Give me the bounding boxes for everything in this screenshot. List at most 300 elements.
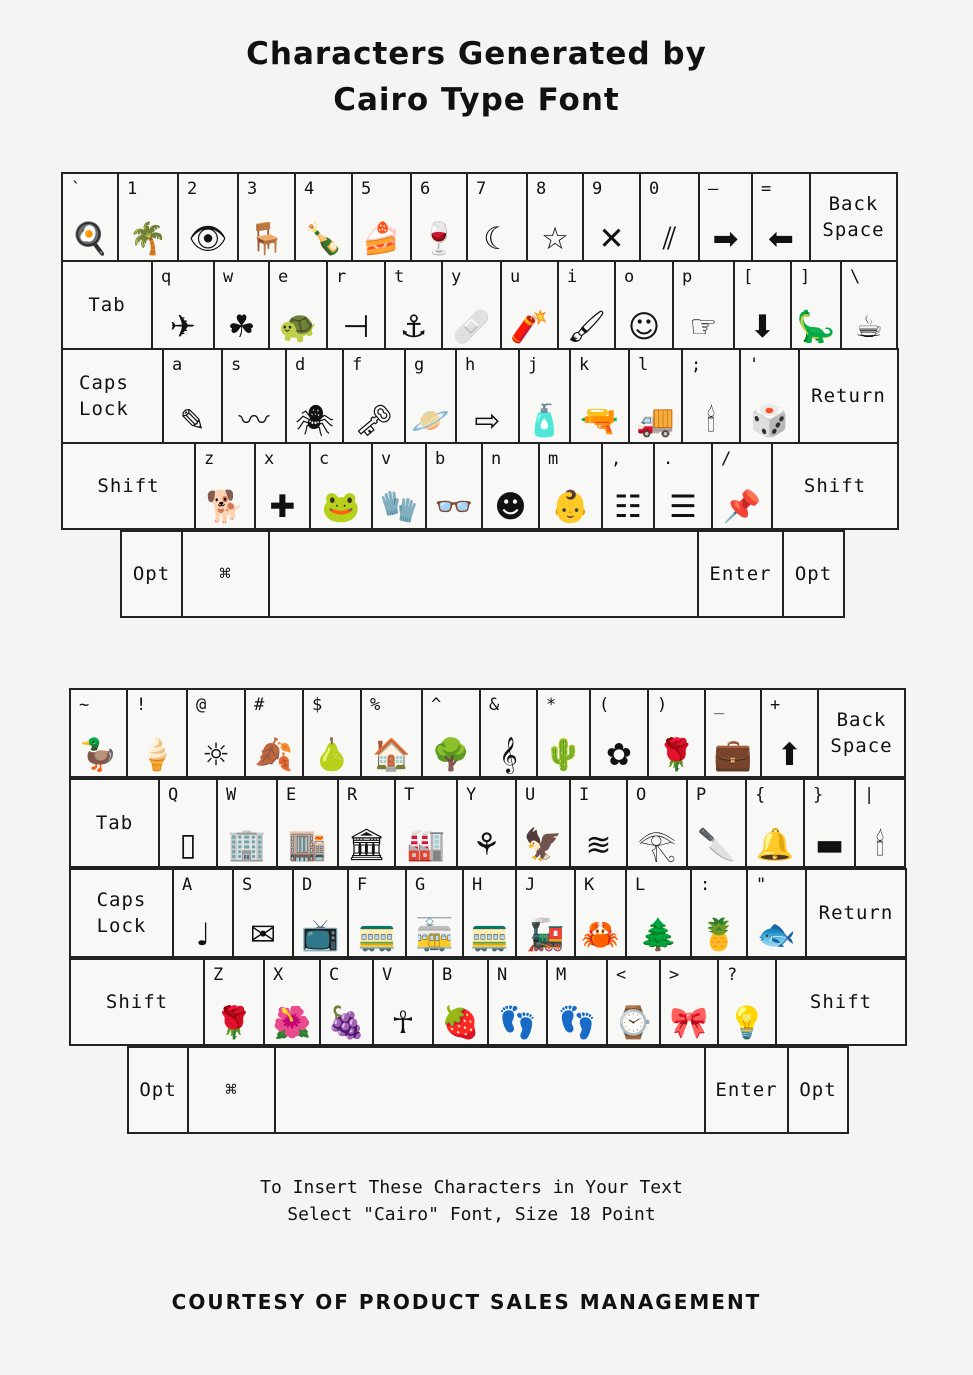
- key-character-label: +: [770, 695, 781, 715]
- key-label: Opt: [139, 1079, 177, 1101]
- cactus-icon: 🌵: [544, 737, 583, 773]
- key-label: Opt: [794, 563, 833, 585]
- key-character-label: O: [636, 785, 647, 805]
- waves-icon: ≋: [585, 827, 612, 863]
- shamrock-icon: ☘: [227, 309, 256, 345]
- key-character-label: e: [278, 267, 289, 287]
- key-character-label: N: [497, 965, 508, 985]
- key-character-label: X: [273, 965, 284, 985]
- key-character-label: !: [136, 695, 147, 715]
- key-character-label: ?: [727, 965, 738, 985]
- knife-icon: 🔪: [697, 827, 736, 863]
- arrow-outline-right-icon: ⇨: [474, 403, 501, 439]
- dice-icon: 🎲: [750, 403, 789, 439]
- key-character-label: –: [708, 179, 719, 199]
- wristwatch-icon: ⌚: [614, 1005, 653, 1041]
- flower-small-icon: ✿: [606, 737, 632, 773]
- mitten-icon: 🧤: [379, 489, 419, 525]
- spray-can-icon: 🧴: [525, 403, 564, 439]
- star-icon: ☆: [541, 221, 569, 257]
- key-character-label: g: [414, 355, 425, 375]
- key-tower[interactable]: [158, 778, 218, 868]
- key-caps-lock[interactable]: [61, 348, 164, 444]
- key-command[interactable]: [187, 1046, 276, 1134]
- light-bulb-icon: 💡: [727, 1005, 767, 1041]
- instructions-line-2: Select "Cairo" Font, Size 18 Point: [287, 1204, 656, 1225]
- key-character-label: 3: [247, 179, 258, 199]
- key-locomotive[interactable]: [515, 868, 576, 958]
- treble-clef-icon: 𝄞: [499, 737, 518, 773]
- dog-icon: 🐕: [205, 489, 245, 525]
- key-fish[interactable]: [746, 868, 807, 958]
- key-tree[interactable]: [421, 688, 481, 778]
- page-title-line-2: Cairo Type Font: [333, 82, 620, 118]
- key-caps-lock[interactable]: [69, 868, 174, 958]
- key-label: Caps: [96, 889, 147, 911]
- key-dice[interactable]: [739, 348, 800, 444]
- key-envelope[interactable]: [232, 868, 294, 958]
- key-character-label: m: [548, 449, 559, 469]
- flatcar-icon: 🚃: [357, 917, 397, 953]
- key-shift[interactable]: [69, 958, 205, 1046]
- key-character-label: P: [696, 785, 707, 805]
- bell-icon: 🔔: [755, 827, 795, 863]
- locomotive-icon: 🚂: [526, 917, 565, 953]
- suitcase-icon: 💼: [713, 737, 753, 773]
- key-chevrons[interactable]: [582, 172, 641, 262]
- key-spray-can[interactable]: [518, 348, 571, 444]
- key-character-label: H: [472, 875, 483, 895]
- key-label: Caps: [79, 372, 129, 394]
- key-pencil-line[interactable]: [639, 172, 700, 262]
- key-icon: 🗝: [354, 403, 394, 439]
- key-bow[interactable]: [659, 958, 719, 1046]
- key-rose-stem[interactable]: [203, 958, 265, 1046]
- pear-icon: 🍐: [312, 737, 352, 773]
- key-label: Space: [830, 735, 893, 757]
- key-return[interactable]: [798, 348, 899, 444]
- key-waves[interactable]: [569, 778, 628, 868]
- key-character-label: &: [489, 695, 500, 715]
- key-character-label: 1: [127, 179, 138, 199]
- tree-icon: 🌳: [431, 737, 471, 773]
- key-treble-clef[interactable]: [479, 688, 538, 778]
- key-arrow-left[interactable]: [751, 172, 811, 262]
- key-baby-face[interactable]: [538, 442, 603, 530]
- key-label: Shift: [803, 475, 867, 497]
- envelope-icon: ✉: [250, 917, 276, 953]
- key-rose[interactable]: [647, 688, 706, 778]
- key-cake-slice[interactable]: [351, 172, 412, 262]
- key-battery[interactable]: [326, 260, 386, 350]
- rifle-icon: ▬: [814, 827, 845, 863]
- spider-icon: 🕷: [294, 403, 335, 439]
- key-character-label: \: [850, 267, 861, 287]
- key-eye-of-horus[interactable]: [626, 778, 688, 868]
- key-character-label: 4: [304, 179, 315, 199]
- key-label: Shift: [97, 475, 160, 497]
- key-character-label: u: [510, 267, 521, 287]
- key-label: ⌘: [225, 1079, 238, 1101]
- key-mitten[interactable]: [371, 442, 427, 530]
- flower-icon: ⚘: [472, 827, 501, 863]
- key-character-label: #: [254, 695, 265, 715]
- key-label: Lock: [79, 398, 129, 420]
- glasses-icon: 👓: [434, 489, 474, 525]
- fried-egg-icon: 🍳: [70, 221, 110, 257]
- key-character-label: S: [242, 875, 253, 895]
- key-character-label: E: [286, 785, 297, 805]
- key-shift[interactable]: [61, 442, 196, 530]
- key-character-label: >: [669, 965, 680, 985]
- key-character-label: i: [567, 267, 578, 287]
- key-character-label: l: [638, 355, 649, 375]
- key-spider[interactable]: [285, 348, 344, 444]
- battery-icon: ⊣: [342, 309, 370, 345]
- ice-cream-icon: 🍦: [137, 737, 177, 773]
- key-label: Space: [822, 219, 885, 241]
- key-match[interactable]: [854, 778, 906, 868]
- key-character-label: c: [319, 449, 330, 469]
- key-cross[interactable]: [254, 442, 311, 530]
- key-shift[interactable]: [775, 958, 907, 1046]
- building-icon: 🏢: [227, 827, 267, 863]
- key-label: Return: [811, 385, 886, 407]
- key-character-label: d: [295, 355, 306, 375]
- key-character-label: ~: [79, 695, 90, 715]
- pistol-icon: 🔫: [580, 403, 619, 439]
- key-footprints[interactable]: [487, 958, 548, 1046]
- key-crescent-moon[interactable]: [466, 172, 528, 262]
- footprints-icon: 👣: [498, 1005, 537, 1041]
- key-suitcase[interactable]: [704, 688, 762, 778]
- frog-icon: 🐸: [321, 489, 361, 525]
- pencil-line-icon: ⫽: [662, 221, 677, 257]
- key-opt[interactable]: [782, 530, 845, 618]
- key-character-label: I: [579, 785, 590, 805]
- key-pineapple[interactable]: [690, 868, 748, 958]
- key-dog[interactable]: [194, 442, 256, 530]
- key-character-label: U: [525, 785, 536, 805]
- key-zigzag[interactable]: [221, 348, 287, 444]
- key-character-label: %: [370, 695, 381, 715]
- key-pistol[interactable]: [569, 348, 630, 444]
- key-dinosaur[interactable]: [790, 260, 842, 350]
- music-note-icon: ♩: [195, 917, 211, 953]
- key-label: Shift: [809, 991, 873, 1013]
- key-character-label: C: [329, 965, 340, 985]
- key-character-label: A: [182, 875, 193, 895]
- lines-icon: ☰: [669, 489, 697, 525]
- arrow-down-icon: ⬇: [749, 309, 776, 345]
- key-knife[interactable]: [686, 778, 747, 868]
- key-character-label: K: [584, 875, 595, 895]
- key-palm-tree[interactable]: [117, 172, 179, 262]
- key-character-label: $: [312, 695, 323, 715]
- key-push-pin[interactable]: [711, 442, 773, 530]
- key-character-label: 0: [649, 179, 660, 199]
- key-character-label: {: [755, 785, 766, 805]
- key-wristwatch[interactable]: [606, 958, 661, 1046]
- key-sun[interactable]: [186, 688, 246, 778]
- key-bottle[interactable]: [294, 172, 353, 262]
- key-character-label: f: [352, 355, 363, 375]
- house-icon: 🏠: [372, 737, 411, 773]
- key-glasses[interactable]: [425, 442, 483, 530]
- firecracker-icon: 🧨: [510, 309, 549, 345]
- key-label: Back: [828, 193, 879, 215]
- key-opt[interactable]: [787, 1046, 849, 1134]
- candles-icon: 🕯: [706, 403, 716, 439]
- crab-icon: 🦀: [581, 917, 620, 953]
- key-abacus[interactable]: [601, 442, 655, 530]
- pointing-hand-icon: ☞: [689, 309, 718, 345]
- key-shift[interactable]: [771, 442, 899, 530]
- key-flower-small[interactable]: [589, 688, 649, 778]
- key-bird[interactable]: [515, 778, 571, 868]
- key-bell[interactable]: [745, 778, 805, 868]
- key-spacebar[interactable]: [274, 1046, 706, 1134]
- face-profile-icon: ☺: [627, 309, 661, 345]
- key-strawberry[interactable]: [432, 958, 489, 1046]
- key-character-label: :: [700, 875, 711, 895]
- key-crab[interactable]: [574, 868, 627, 958]
- key-character-label: T: [404, 785, 415, 805]
- key-enter[interactable]: [704, 1046, 789, 1134]
- rose-stem-icon: 🌹: [214, 1005, 254, 1041]
- key-back-space[interactable]: [809, 172, 898, 262]
- strawberry-icon: 🍓: [441, 1005, 480, 1041]
- key-chair[interactable]: [237, 172, 296, 262]
- arrow-left-icon: ⬅: [768, 221, 794, 257]
- key-light-bulb[interactable]: [717, 958, 777, 1046]
- key-tab[interactable]: [69, 778, 160, 868]
- flowers-icon: 🌺: [272, 1005, 312, 1041]
- key-character-label: n: [491, 449, 502, 469]
- key-character-label: ': [749, 355, 760, 375]
- key-arrow-up[interactable]: [760, 688, 819, 778]
- key-pear[interactable]: [302, 688, 362, 778]
- key-leaf[interactable]: [244, 688, 304, 778]
- key-shamrock[interactable]: [213, 260, 270, 350]
- key-character-label: G: [415, 875, 426, 895]
- key-character-label: `: [71, 179, 82, 199]
- key-firecracker[interactable]: [500, 260, 559, 350]
- key-character-label: p: [682, 267, 693, 287]
- key-character-label: V: [382, 965, 393, 985]
- key-character-label: =: [761, 179, 772, 199]
- key-arrow-down[interactable]: [733, 260, 792, 350]
- key-spacebar[interactable]: [268, 530, 699, 618]
- key-arrow-outline-right[interactable]: [455, 348, 520, 444]
- key-character-label: D: [302, 875, 313, 895]
- key-character-label: j: [528, 355, 539, 375]
- key-ankh[interactable]: [372, 958, 434, 1046]
- leaf-icon: 🍂: [254, 737, 294, 773]
- cross-icon: ✚: [269, 489, 296, 525]
- paint-brush-icon: 🖌: [566, 309, 607, 345]
- key-character-label: o: [624, 267, 635, 287]
- sun-icon: ☼: [202, 737, 230, 773]
- key-skyscraper[interactable]: [337, 778, 396, 868]
- key-character-label: ;: [691, 355, 702, 375]
- ankh-icon: ☥: [391, 1005, 415, 1041]
- key-back-space[interactable]: [817, 688, 906, 778]
- key-key[interactable]: [342, 348, 406, 444]
- key-grapes[interactable]: [319, 958, 374, 1046]
- truck-icon: 🚚: [636, 403, 675, 439]
- key-character-label: F: [357, 875, 368, 895]
- key-airplane[interactable]: [151, 260, 215, 350]
- key-building[interactable]: [216, 778, 278, 868]
- key-wine-glass[interactable]: [410, 172, 468, 262]
- key-character-label: /: [721, 449, 732, 469]
- key-flowers[interactable]: [263, 958, 321, 1046]
- key-character-label: M: [556, 965, 567, 985]
- key-factory[interactable]: [394, 778, 458, 868]
- cake-slice-icon: 🍰: [362, 221, 401, 257]
- key-bandage[interactable]: [441, 260, 502, 350]
- key-flower[interactable]: [456, 778, 517, 868]
- key-character-label: 8: [536, 179, 547, 199]
- pencil-icon: ✎: [179, 403, 206, 439]
- key-character-label: J: [525, 875, 536, 895]
- chair-icon: 🪑: [247, 221, 286, 257]
- push-pin-icon: 📌: [722, 489, 762, 525]
- key-character-label: ]: [800, 267, 811, 287]
- key-planet[interactable]: [404, 348, 457, 444]
- turtle-icon: 🐢: [278, 309, 318, 345]
- key-flatcar[interactable]: [347, 868, 407, 958]
- key-arrow-right[interactable]: [698, 172, 753, 262]
- key-character-label: Q: [168, 785, 179, 805]
- key-tab[interactable]: [61, 260, 153, 350]
- key-face-profile[interactable]: [614, 260, 674, 350]
- key-pine-tree[interactable]: [625, 868, 692, 958]
- palm-tree-icon: 🌴: [128, 221, 168, 257]
- key-character-label: |: [864, 785, 875, 805]
- key-coffee-cup[interactable]: [840, 260, 898, 350]
- key-label: Enter: [709, 563, 772, 585]
- factory-icon: 🏭: [406, 827, 446, 863]
- airplane-icon: ✈: [170, 309, 196, 345]
- key-label: Tab: [88, 294, 126, 316]
- coffee-cup-icon: ☕: [855, 309, 883, 345]
- key-character-label: ": [756, 875, 767, 895]
- key-character-label: z: [204, 449, 215, 469]
- key-pointing-hand[interactable]: [672, 260, 735, 350]
- key-ice-cream[interactable]: [126, 688, 188, 778]
- bottle-icon: 🍾: [304, 221, 343, 257]
- key-label: Back: [836, 709, 887, 731]
- key-freight-car[interactable]: [405, 868, 464, 958]
- key-television[interactable]: [292, 868, 349, 958]
- key-character-label: Z: [213, 965, 224, 985]
- key-lines[interactable]: [653, 442, 713, 530]
- key-frog[interactable]: [309, 442, 373, 530]
- key-return[interactable]: [805, 868, 907, 958]
- key-opt[interactable]: [120, 530, 183, 618]
- key-label: Opt: [132, 563, 171, 585]
- passenger-car-icon: 🚃: [470, 917, 509, 953]
- key-character-label: Y: [466, 785, 477, 805]
- key-character-label: b: [435, 449, 446, 469]
- zigzag-icon: 〰: [238, 403, 270, 439]
- key-character-label: x: [264, 449, 275, 469]
- key-anchor[interactable]: [384, 260, 443, 350]
- key-pencil[interactable]: [162, 348, 223, 444]
- key-command[interactable]: [181, 530, 270, 618]
- arrow-up-icon: ⬆: [776, 737, 803, 773]
- duck-icon: 🦆: [79, 737, 118, 773]
- pine-tree-icon: 🌲: [639, 917, 678, 953]
- key-star[interactable]: [526, 172, 584, 262]
- key-character-label: 7: [476, 179, 487, 199]
- key-label: Return: [818, 902, 894, 924]
- key-character-label: [: [743, 267, 754, 287]
- key-paint-brush[interactable]: [557, 260, 616, 350]
- key-duck[interactable]: [69, 688, 128, 778]
- arrow-right-icon: ➡: [712, 221, 739, 257]
- grapes-icon: 🍇: [327, 1005, 366, 1041]
- key-label: Enter: [715, 1079, 778, 1101]
- key-truck[interactable]: [628, 348, 683, 444]
- courtesy-credit: COURTESY OF PRODUCT SALES MANAGEMENT: [171, 1290, 762, 1314]
- key-footprints[interactable]: [546, 958, 608, 1046]
- wine-glass-icon: 🍷: [419, 221, 459, 257]
- key-character-label: ): [657, 695, 668, 715]
- crescent-moon-icon: ☾: [483, 221, 511, 257]
- key-candles[interactable]: [681, 348, 741, 444]
- key-character-label: a: [172, 355, 183, 375]
- key-eye[interactable]: [177, 172, 239, 262]
- chevrons-icon: ✕: [598, 221, 625, 257]
- key-character-label: L: [635, 875, 646, 895]
- key-turtle[interactable]: [268, 260, 328, 350]
- face-icon: ☻: [494, 489, 527, 525]
- key-music-note[interactable]: [172, 868, 234, 958]
- key-character-label: 5: [361, 179, 372, 199]
- key-opt[interactable]: [127, 1046, 189, 1134]
- key-rifle[interactable]: [803, 778, 856, 868]
- key-character-label: y: [451, 267, 462, 287]
- key-character-label: .: [663, 449, 674, 469]
- key-label: Shift: [105, 991, 169, 1013]
- dinosaur-icon: 🦕: [796, 309, 836, 345]
- abacus-icon: ☷: [614, 489, 642, 525]
- key-face[interactable]: [481, 442, 540, 530]
- eye-icon: 👁: [188, 221, 228, 257]
- key-cactus[interactable]: [536, 688, 591, 778]
- key-label: Tab: [95, 812, 134, 834]
- rose-icon: 🌹: [657, 737, 696, 773]
- key-character-label: (: [599, 695, 610, 715]
- key-passenger-car[interactable]: [462, 868, 517, 958]
- eye-of-horus-icon: 𓂀: [637, 827, 677, 863]
- bandage-icon: 🩹: [452, 309, 491, 345]
- footprints-icon: 👣: [557, 1005, 597, 1041]
- key-office-block[interactable]: [276, 778, 339, 868]
- key-enter[interactable]: [697, 530, 784, 618]
- key-character-label: w: [223, 267, 234, 287]
- bird-icon: 🦅: [523, 827, 563, 863]
- television-icon: 📺: [301, 917, 340, 953]
- office-block-icon: 🏬: [288, 827, 327, 863]
- baby-face-icon: 👶: [551, 489, 590, 525]
- key-character-label: 9: [592, 179, 603, 199]
- key-fried-egg[interactable]: [61, 172, 119, 262]
- key-house[interactable]: [360, 688, 423, 778]
